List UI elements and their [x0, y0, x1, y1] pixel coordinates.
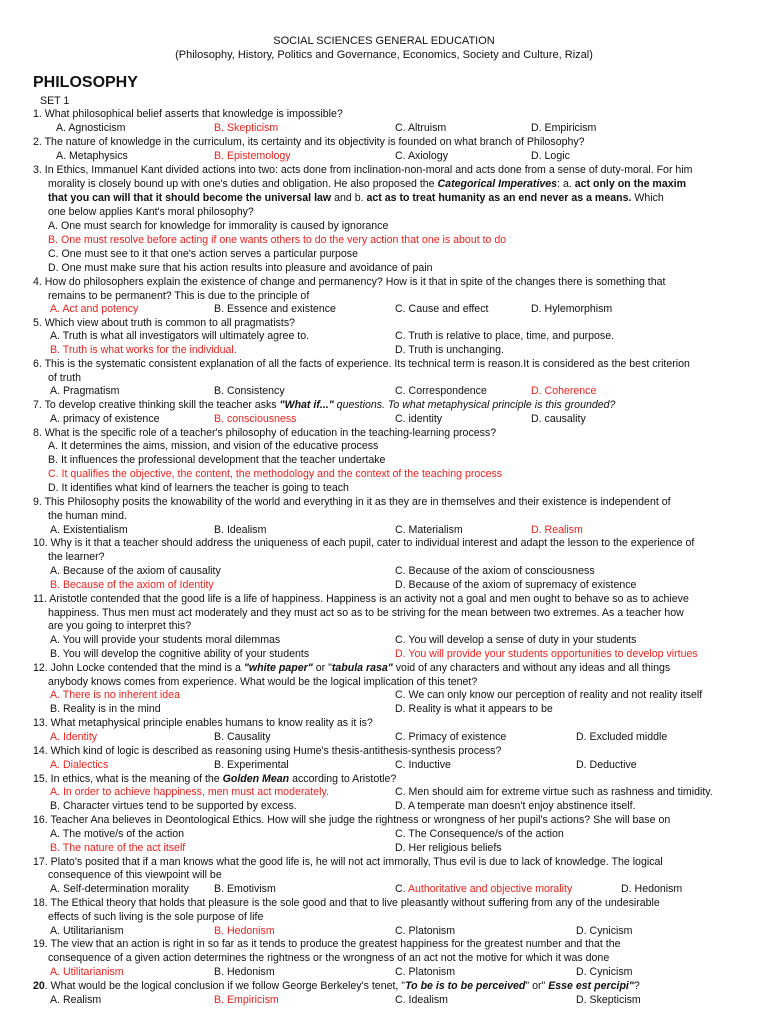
- question-20: [33, 980, 745, 994]
- option-d: D. Logic: [531, 150, 570, 162]
- option-b-answer: B. consciousness: [214, 413, 297, 425]
- option-d: D. Truth is unchanging.: [395, 344, 504, 356]
- option-d: D. Cynicism: [576, 925, 633, 937]
- question-19-line-2: consequence of a given action determines the rightness or the wrongness of an act not the motive for which it was done: [48, 952, 610, 964]
- q15-term: Golden Mean: [222, 773, 290, 785]
- option-a-answer: A. Act and potency: [50, 303, 139, 315]
- option-b-answer: B. Hedonism: [214, 925, 275, 937]
- question-17-line-1: 17. Plato's posited that if a man knows what the good life is, he will not act immorally, Thus evil is due to lack of knowledge. The logical: [33, 856, 663, 868]
- option-b: B. Character virtues tend to be supported by excess.: [50, 800, 297, 812]
- option-c-answer: [395, 883, 572, 897]
- q20-text: ?: [633, 980, 640, 992]
- option-b-answer: B. Skepticism: [214, 122, 279, 134]
- option-d: D. One must make sure that his action results into pleasure and avoidance of pain: [48, 262, 433, 274]
- q12-text: or ": [312, 662, 332, 674]
- question-18-line-1: 18. The Ethical theory that holds that pleasure is the sole good and that to live pleasantly without suffering from any of the undesirable: [33, 897, 660, 909]
- option-d: D. Hylemorphism: [531, 303, 613, 315]
- q20-quote: To be is to be perceived: [405, 980, 526, 992]
- option-c: C. One must see to it that one's action serves a particular purpose: [48, 248, 358, 260]
- question-9-line-1: 9. This Philosophy posits the knowability of the world and everything in it as they are in themselves and their existence is independent of: [33, 496, 671, 508]
- q15-text: according to Aristotle?: [289, 773, 397, 785]
- option-c: C. Cause and effect: [395, 303, 489, 315]
- section-title: PHILOSOPHY: [33, 74, 138, 91]
- option-c-letter: C.: [395, 883, 408, 895]
- option-d: D. Skepticism: [576, 994, 641, 1006]
- question-17-line-2: consequence of this viewpoint will be: [48, 869, 222, 881]
- q3-text: Which: [631, 192, 664, 204]
- question-13: 13. What metaphysical principle enables humans to know reality as it is?: [33, 717, 373, 729]
- q20-text: . What would be the logical conclusion if we follow George Berkeley's tenet, ": [44, 980, 406, 992]
- option-b: B. Essence and existence: [214, 303, 336, 315]
- q3-text: and b.: [331, 192, 367, 204]
- question-11-line-2: happiness. Thus men must act moderately and they must act so as to be striving for the mean between two extremes. As a teacher how: [48, 607, 684, 619]
- option-c: C. Platonism: [395, 966, 456, 978]
- q12-text: void of any characters and without any ideas and all things: [392, 662, 671, 674]
- question-15: [33, 773, 745, 787]
- option-a: A. The motive/s of the action: [50, 828, 185, 840]
- set-label: SET 1: [40, 95, 70, 107]
- option-b: B. It influences the professional development that the teacher undertake: [48, 454, 386, 466]
- question-10-line-2: the learner?: [48, 551, 105, 563]
- option-a: A. Realism: [50, 994, 102, 1006]
- question-16: 16. Teacher Ana believes in Deontological Ethics. How will she judge the rightness or wrongness of her pupil's actions? She will base on: [33, 814, 671, 826]
- option-c: C. Correspondence: [395, 385, 487, 397]
- question-2: 2. The nature of knowledge in the curriculum, its certainty and its objectivity is founded on what branch of Philosophy?: [33, 136, 585, 148]
- option-b: B. Causality: [214, 731, 271, 743]
- q20-number: 20: [33, 980, 45, 992]
- option-c: C. Materialism: [395, 524, 463, 536]
- option-a: A. Truth is what all investigators will ultimately agree to.: [50, 330, 310, 342]
- option-c: C. Platonism: [395, 925, 456, 937]
- option-b: B. You will develop the cognitive ability of your students: [50, 648, 310, 660]
- option-c: C. The Consequence/s of the action: [395, 828, 564, 840]
- option-d-answer: D. You will provide your students opportunities to develop virtues: [395, 648, 698, 660]
- option-c: C. Axiology: [395, 150, 448, 162]
- q3-text: : a.: [557, 178, 575, 190]
- option-b-answer: B. The nature of the act itself: [50, 842, 186, 854]
- option-a: A. Agnosticism: [56, 122, 126, 134]
- option-c: C. You will develop a sense of duty in your students: [395, 634, 637, 646]
- option-d: D. Hedonism: [621, 883, 683, 895]
- question-12-line-1: [33, 662, 745, 676]
- q3-maxim: act only on the maxim: [574, 178, 686, 190]
- question-4-line-2: remains to be permanent? This is due to the principle of: [48, 290, 310, 302]
- option-c: C. Because of the axiom of consciousness: [395, 565, 595, 577]
- q7-text-italic: questions. To what metaphysical principle is this grounded?: [333, 399, 616, 411]
- option-b: B. Emotivism: [214, 883, 276, 895]
- q7-text: 7. To develop creative thinking skill the teacher asks: [33, 399, 280, 411]
- option-b-answer: B. Empiricism: [214, 994, 279, 1006]
- option-d: D. Deductive: [576, 759, 637, 771]
- option-a: A. Metaphysics: [56, 150, 128, 162]
- option-a: A. primacy of existence: [50, 413, 160, 425]
- option-a: A. One must search for knowledge for immorality is caused by ignorance: [48, 220, 389, 232]
- question-6-line-2: of truth: [48, 372, 81, 384]
- q12-quote: "white paper": [243, 662, 313, 674]
- option-a: A. It determines the aims, mission, and vision of the educative process: [48, 440, 379, 452]
- option-d: D. causality: [531, 413, 586, 425]
- question-12-line-2: anybody knows comes from experience. What would be the logical implication of this tenet?: [48, 676, 478, 688]
- option-c-answer: C. It qualifies the objective, the content, the methodology and the context of the teaching process: [48, 468, 503, 480]
- question-18-line-2: effects of such living is the sole purpose of life: [48, 911, 264, 923]
- question-8: 8. What is the specific role of a teacher's philosophy of education in the teaching-learning process?: [33, 427, 497, 439]
- option-d: D. Because of the axiom of supremacy of existence: [395, 579, 637, 591]
- option-c: C. We can only know our perception of reality and not reality itself: [395, 689, 703, 701]
- q3-maxim: act as to treat humanity as an end never as a means.: [366, 192, 632, 204]
- header-title: SOCIAL SCIENCES GENERAL EDUCATION: [273, 35, 495, 47]
- option-c: C. Truth is relative to place, time, and purpose.: [395, 330, 615, 342]
- option-a-answer: A. Dialectics: [50, 759, 109, 771]
- option-d: D. Cynicism: [576, 966, 633, 978]
- question-1: 1. What philosophical belief asserts that knowledge is impossible?: [33, 108, 343, 120]
- option-a: A. Because of the axiom of causality: [50, 565, 221, 577]
- option-a: A. Utilitarianism: [50, 925, 124, 937]
- option-d: D. Empiricism: [531, 122, 597, 134]
- q3-maxim: that you can will that it should become the universal law: [48, 192, 332, 204]
- question-4-line-1: 4. How do philosophers explain the existence of change and permanency? How is it that in spite of the changes there is something that: [33, 276, 666, 288]
- question-11-line-3: are you going to interpret this?: [48, 620, 192, 632]
- question-3-line-1: 3. In Ethics, Immanuel Kant divided actions into two: acts done from inclination-non-moral and acts done from a sense of duty-moral. For him: [33, 164, 693, 176]
- option-b: B. Reality is in the mind: [50, 703, 161, 715]
- option-a-answer: A. There is no inherent idea: [50, 689, 180, 701]
- option-a: A. Self-determination morality: [50, 883, 189, 895]
- option-b: B. Consistency: [214, 385, 285, 397]
- question-3-line-4: one below applies Kant's moral philosophy?: [48, 206, 254, 218]
- question-3-line-2: [48, 178, 745, 192]
- q3-term: Categorical Imperatives: [437, 178, 558, 190]
- option-d: D. Reality is what it appears to be: [395, 703, 553, 715]
- question-3-line-3: [48, 192, 745, 206]
- q12-text: 12. John Locke contended that the mind is a: [33, 662, 244, 674]
- option-b-answer: B. Epistemology: [214, 150, 291, 162]
- option-a-answer: A. In order to achieve happiness, men must act moderately.: [50, 786, 329, 798]
- option-a: A. You will provide your students moral dilemmas: [50, 634, 281, 646]
- option-d: D. Excluded middle: [576, 731, 668, 743]
- option-b-answer: B. One must resolve before acting if one wants others to do the very action that one is about to do: [48, 234, 507, 246]
- option-c-text: Authoritative and objective morality: [407, 883, 573, 895]
- option-c: C. Primacy of existence: [395, 731, 507, 743]
- option-c: C. Altruism: [395, 122, 447, 134]
- option-d-answer: D. Realism: [531, 524, 583, 536]
- option-a: A. Pragmatism: [50, 385, 120, 397]
- option-d: D. It identifies what kind of learners the teacher is going to teach: [48, 482, 349, 494]
- question-7: [33, 399, 745, 413]
- question-10-line-1: 10. Why is it that a teacher should address the uniqueness of each pupil, cater to individual interest and adapt the lesson to the experience of: [33, 537, 695, 549]
- q20-text: " or": [525, 980, 549, 992]
- option-b: B. Idealism: [214, 524, 267, 536]
- option-c: C. Idealism: [395, 994, 448, 1006]
- option-c: C. Inductive: [395, 759, 451, 771]
- question-5: 5. Which view about truth is common to all pragmatists?: [33, 317, 296, 329]
- question-11-line-1: 11. Aristotle contended that the good life is a life of happiness. Happiness is an activity not a goal and men ought to behave so as to achieve: [33, 593, 689, 605]
- option-a-answer: A. Utilitarianism: [50, 966, 124, 978]
- option-c: C. Men should aim for extreme virtue such as rashness and timidity.: [395, 786, 713, 798]
- header-subtitle: (Philosophy, History, Politics and Governance, Economics, Society and Culture, Rizal): [175, 49, 593, 61]
- option-a-answer: A. Identity: [50, 731, 98, 743]
- question-6-line-1: 6. This is the systematic consistent explanation of all the facts of experience. Its technical term is reason.It is considered as the best criterion: [33, 358, 690, 370]
- option-a: A. Existentialism: [50, 524, 128, 536]
- option-b-answer: B. Because of the axiom of Identity: [50, 579, 214, 591]
- option-b: B. Experimental: [214, 759, 289, 771]
- q7-quote: "What if...": [279, 399, 334, 411]
- question-14: 14. Which kind of logic is described as reasoning using Hume's thesis-antithesis-synthesis process?: [33, 745, 502, 757]
- option-d-answer: D. Coherence: [531, 385, 597, 397]
- option-c: C. identity: [395, 413, 443, 425]
- q20-quote: Esse est percipi": [548, 980, 634, 992]
- option-d: D. Her religious beliefs: [395, 842, 502, 854]
- q15-text: 15. In ethics, what is the meaning of the: [33, 773, 223, 785]
- q12-quote: tabula rasa": [331, 662, 393, 674]
- question-19-line-1: 19. The view that an action is right in so far as it tends to produce the greatest happiness for the greatest number and that the: [33, 938, 621, 950]
- question-9-line-2: the human mind.: [48, 510, 127, 522]
- q3-text: morality is closely bound up with one's duties and obligation. He also proposed the: [48, 178, 438, 190]
- option-d: D. A temperate man doesn't enjoy abstinence itself.: [395, 800, 636, 812]
- option-b-answer: B. Truth is what works for the individual.: [50, 344, 237, 356]
- option-b: B. Hedonism: [214, 966, 275, 978]
